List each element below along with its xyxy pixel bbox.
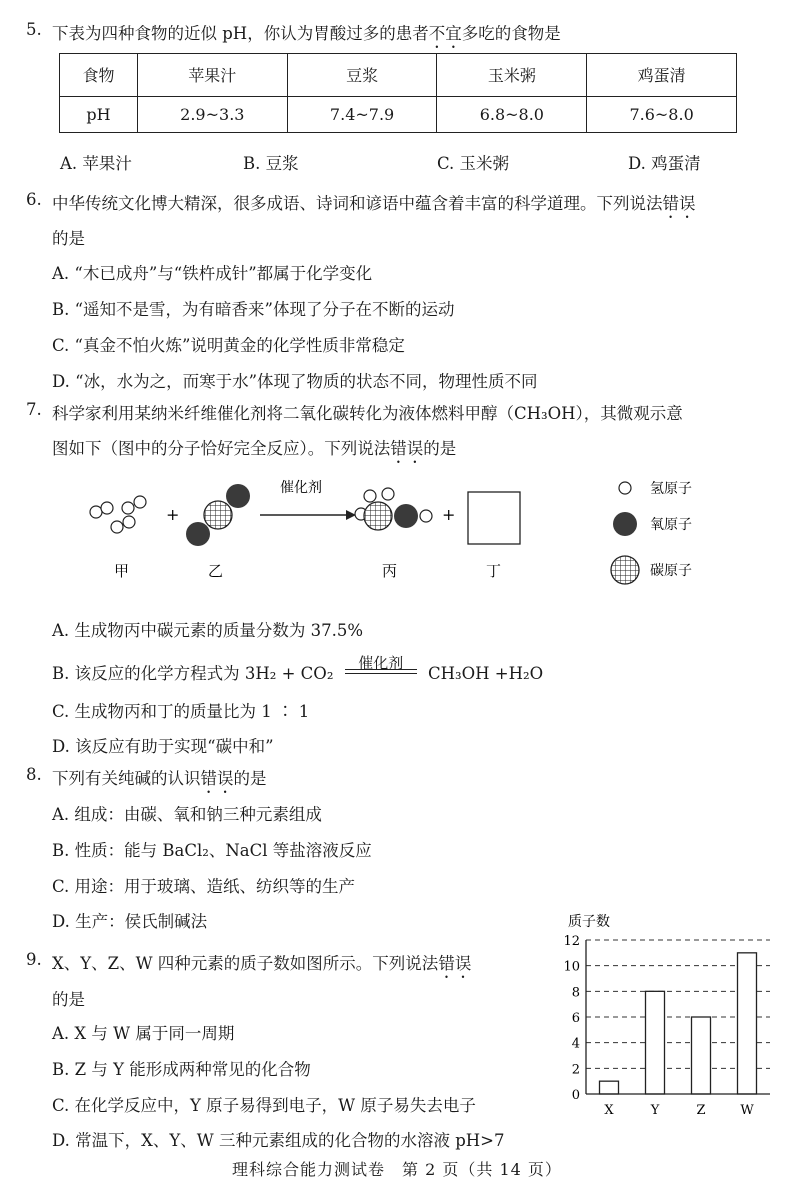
q7-option-b[interactable] <box>52 654 544 684</box>
legend-oxygen: 氧原子 <box>650 517 692 533</box>
q5-option-d[interactable]: D. 鸡蛋清 <box>628 154 701 173</box>
chart-x-tick-label: Y <box>650 1103 660 1118</box>
table-cell: 豆浆 <box>287 54 437 97</box>
proton-number-chart <box>548 908 784 1126</box>
molecule-ding-box <box>468 492 520 544</box>
q5-option-a[interactable]: A. 苹果汁 <box>60 154 132 173</box>
chart-x-tick-label: Z <box>696 1103 706 1118</box>
ph-table-header-row <box>60 54 737 97</box>
q8-option-c[interactable]: C. 用途：用于玻璃、造纸、纺织等的生产 <box>52 877 356 896</box>
legend-hydrogen: 氢原子 <box>650 481 692 497</box>
chart-bar-z <box>692 1017 711 1094</box>
q8-option-d[interactable]: D. 生产：侯氏制碱法 <box>52 912 208 931</box>
chart-bar-x <box>600 1081 619 1094</box>
reaction-diagram <box>70 470 730 590</box>
q7-stem-line1: 科学家利用某纳米纤维催化剂将二氧化碳转化为液体燃料甲醇（CH₃OH），其微观示意 <box>52 404 683 423</box>
q5-stem-text: 下表为四种食物的近似 pH，你认为胃酸过多的患者 <box>52 24 429 43</box>
q8-option-a[interactable]: A. 组成：由碳、氧和钠三种元素组成 <box>52 805 322 824</box>
q9-stem-line2: 的是 <box>52 990 85 1009</box>
chart-y-ticks <box>563 934 580 1103</box>
table-cell: pH <box>60 96 138 132</box>
chart-x-tick-label: X <box>604 1103 614 1118</box>
q7-option-b-products: CH₃OH +H₂O <box>427 664 544 683</box>
chart-y-tick-label: 0 <box>571 1088 580 1103</box>
legend-carbon: 碳原子 <box>650 563 692 579</box>
q8-stem <box>52 765 267 797</box>
q7-stem-emphasis: 错误 <box>390 439 424 458</box>
q5-option-c[interactable]: C. 玉米粥 <box>437 154 510 173</box>
q7-option-c[interactable]: C. 生成物丙和丁的质量比为 1 ∶ 1 <box>52 702 310 721</box>
plus-sign: + <box>442 505 456 524</box>
condition-label: 催化剂 <box>358 654 404 672</box>
q6-option-a[interactable]: A. “木已成舟”与“铁杵成针”都属于化学变化 <box>52 264 373 283</box>
q6-option-d[interactable]: D. “冰，水为之，而寒于水”体现了物质的状态不同，物理性质不同 <box>52 372 538 391</box>
q6-stem-emphasis: 错误 <box>662 194 696 213</box>
q7-option-d[interactable]: D. 该反应有助于实现“碳中和” <box>52 737 274 756</box>
q7-option-b-text: B. 该反应的化学方程式为 3H₂ + CO₂ <box>52 664 334 683</box>
chart-bar-y <box>646 991 665 1094</box>
table-cell: 2.9~3.3 <box>137 96 287 132</box>
q7-option-a[interactable]: A. 生成物丙中碳元素的质量分数为 37.5% <box>52 621 364 640</box>
q6-stem-line1 <box>52 190 696 222</box>
table-cell: 7.6~8.0 <box>587 96 737 132</box>
table-cell: 玉米粥 <box>437 54 587 97</box>
table-cell: 6.8~8.0 <box>437 96 587 132</box>
plus-sign: + <box>166 505 180 524</box>
label-bing: 丙 <box>382 562 398 580</box>
chart-y-tick-label: 8 <box>571 985 580 1001</box>
q9-stem-text: X、Y、Z、W 四种元素的质子数如图所示。下列说法 <box>52 954 439 973</box>
equation-condition <box>345 654 417 679</box>
q6-stem-text: 中华传统文化博大精深，很多成语、诗词和谚语中蕴含着丰富的科学道理。下列说法 <box>52 194 663 213</box>
chart-bars <box>600 953 757 1094</box>
q8-stem-emphasis: 错误 <box>200 769 234 788</box>
oxygen-atom-icon <box>613 512 637 536</box>
q5-stem-emphasis: 不宜 <box>428 24 462 43</box>
label-ding: 丁 <box>486 562 502 580</box>
q8-option-b[interactable]: B. 性质：能与 BaCl₂、NaCl 等盐溶液反应 <box>52 841 372 860</box>
chart-y-tick-label: 10 <box>563 959 580 975</box>
q7-stem-line2 <box>52 435 456 467</box>
q5-stem-text-end: 多吃的食物是 <box>461 24 561 43</box>
q5-option-b[interactable]: B. 豆浆 <box>243 154 299 173</box>
q9-option-a[interactable]: A. X 与 W 属于同一周期 <box>52 1024 235 1043</box>
molecule-bing <box>355 488 432 530</box>
label-yi: 乙 <box>208 562 224 580</box>
chart-x-ticks <box>604 1103 754 1118</box>
q8-stem-text: 下列有关纯碱的认识 <box>52 769 201 788</box>
carbon-atom-icon <box>611 556 639 584</box>
chart-y-tick-label: 2 <box>571 1062 580 1078</box>
legend <box>611 481 692 584</box>
q8-number: 8. <box>26 765 42 784</box>
table-cell: 鸡蛋清 <box>587 54 737 97</box>
q9-option-b[interactable]: B. Z 与 Y 能形成两种常见的化合物 <box>52 1060 311 1079</box>
q7-number: 7. <box>26 400 42 419</box>
chart-y-tick-label: 6 <box>571 1011 580 1026</box>
q7-stem-text: 图如下（图中的分子恰好完全反应）。下列说法 <box>52 439 391 458</box>
molecule-jia <box>90 496 146 533</box>
q9-stem-emphasis: 错误 <box>438 954 472 973</box>
molecule-yi <box>186 484 250 546</box>
q6-stem-line2: 的是 <box>52 229 85 248</box>
table-cell: 7.4~7.9 <box>287 96 437 132</box>
ph-table-value-row <box>60 96 737 132</box>
q9-option-c[interactable]: C. 在化学反应中，Y 原子易得到电子，W 原子易失去电子 <box>52 1096 476 1115</box>
chart-bar-w <box>738 953 757 1094</box>
ph-table <box>59 53 737 133</box>
q6-number: 6. <box>26 190 42 209</box>
q5-number: 5. <box>26 20 42 39</box>
q8-stem-text-end: 的是 <box>233 769 267 788</box>
q6-option-b[interactable]: B. “遥知不是雪，为有暗香来”体现了分子在不断的运动 <box>52 300 455 319</box>
chart-y-tick-label: 4 <box>571 1036 580 1052</box>
chart-title: 质子数 <box>568 914 610 930</box>
table-cell: 苹果汁 <box>137 54 287 97</box>
q9-number: 9. <box>26 950 42 969</box>
page-footer: 理科综合能力测试卷 第 2 页（共 14 页） <box>232 1160 562 1179</box>
chart-y-tick-label: 12 <box>563 934 580 949</box>
catalyst-label: 催化剂 <box>280 480 322 496</box>
hydrogen-atom-icon <box>619 482 631 494</box>
equals-sign-icon <box>345 669 417 674</box>
table-cell: 食物 <box>60 54 138 97</box>
q9-stem-line1 <box>52 950 471 982</box>
q5-stem <box>52 20 561 52</box>
q6-option-c[interactable]: C. “真金不怕火炼”说明黄金的化学性质非常稳定 <box>52 336 405 355</box>
chart-x-tick-label: W <box>740 1103 754 1118</box>
q9-option-d[interactable]: D. 常温下，X、Y、W 三种元素组成的化合物的水溶液 pH>7 <box>52 1131 505 1150</box>
label-jia: 甲 <box>114 562 130 580</box>
q7-stem-text-end: 的是 <box>423 439 457 458</box>
